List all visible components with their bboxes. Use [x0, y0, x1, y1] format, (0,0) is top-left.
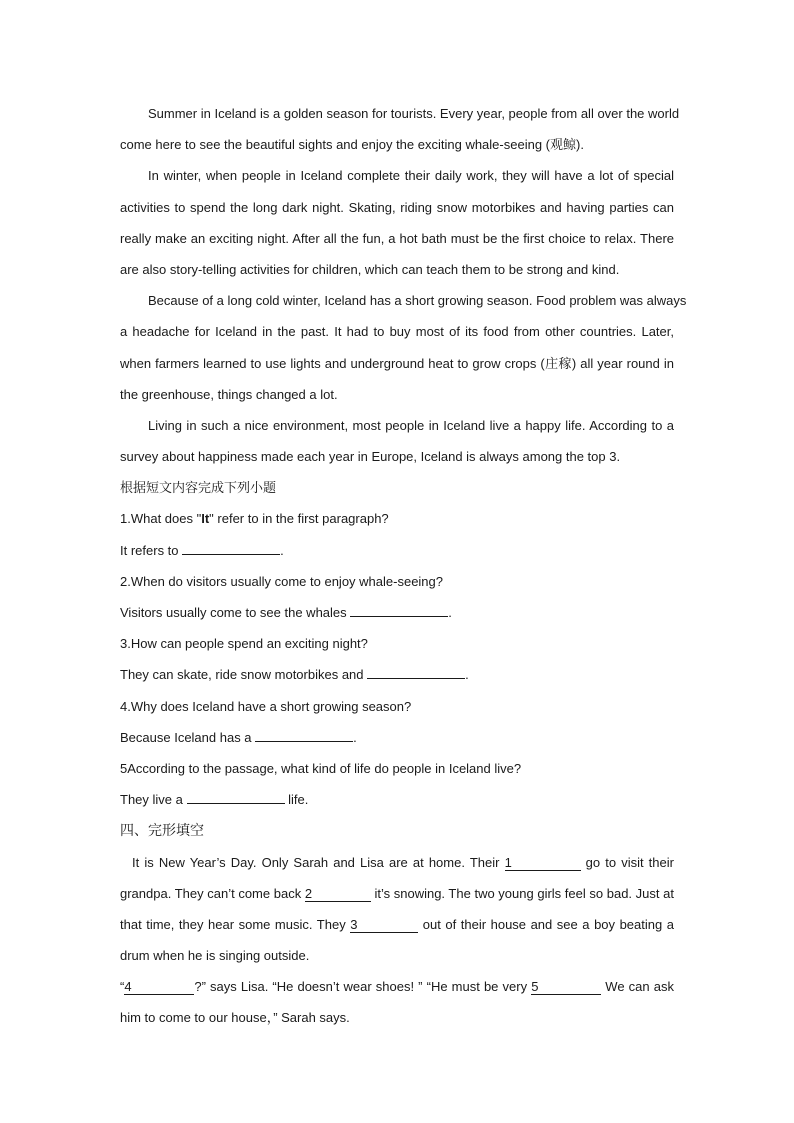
answer-3-prefix: They can skate, ride snow motorbikes and [120, 667, 364, 683]
passage-line: the greenhouse, things changed a lot. [120, 386, 338, 402]
answer-2-suffix: . [448, 605, 452, 620]
cloze-text: grandpa. They can’t come back [120, 885, 302, 901]
question-4: 4.Why does Iceland have a short growing season? [120, 698, 412, 714]
passage-line: survey about happiness made each year in Europe, Iceland is always among the top 3. [120, 449, 621, 465]
cloze-blank-1[interactable]: 1 [505, 855, 581, 871]
passage-line: really make an exciting night. After all the fun, a hot bath must be the first choice to relax. There [120, 230, 674, 246]
cloze-blank-4[interactable]: 4 [124, 979, 194, 995]
passage-line: come here to see the beautiful sights and enjoy the exciting whale-seeing (观鲸). [120, 137, 584, 153]
answer-1-blank[interactable] [182, 539, 280, 555]
passage-line: Summer in Iceland is a golden season for tourists. Every year, people from all over the world [148, 106, 680, 121]
cloze-text: go to visit their [585, 854, 674, 870]
answer-5-suffix: life. [288, 792, 309, 808]
cloze-text: “ [120, 979, 125, 995]
question-1 [120, 503, 674, 534]
answer-1-prefix: It refers to [120, 542, 179, 558]
answer-5-blank[interactable] [187, 788, 285, 804]
passage-line: In winter, when people in Iceland complete their daily work, they will have a lot of special [148, 168, 674, 184]
cloze-text: out of their house and see a boy beating a [422, 916, 674, 932]
cloze-line [120, 971, 674, 1002]
cloze-text: that time, they hear some music. They [120, 916, 346, 932]
passage-line: a headache for Iceland in the past. It had to buy most of its food from other countries. Later, [120, 324, 674, 340]
task-instruction: 根据短文内容完成下列小题 [120, 480, 277, 496]
answer-3 [120, 659, 674, 690]
cloze-text: It is New Year’s Day. Only Sarah and Lisa are at home. Their [132, 854, 500, 870]
cloze-line [120, 878, 674, 909]
passage-line: Living in such a nice environment, most people in Iceland live a happy life. According to a [148, 417, 674, 433]
answer-4-suffix: . [353, 729, 357, 745]
question-1-text-end: " refer to in the first paragraph? [209, 511, 389, 527]
answer-3-blank[interactable] [367, 663, 465, 679]
answer-3-suffix: . [465, 667, 469, 683]
cloze-blank-2[interactable]: 2 [305, 886, 371, 902]
cloze-text: it’s snowing. The two young girls feel so bad. Just at [374, 885, 674, 901]
answer-4-prefix: Because Iceland has a [120, 729, 252, 745]
cloze-blank-5[interactable]: 5 [531, 979, 601, 995]
question-3: 3.How can people spend an exciting night? [120, 636, 368, 652]
cloze-line: him to come to our house，” Sarah says. [120, 1010, 350, 1026]
question-1-keyword: It [201, 511, 210, 527]
question-1-text: 1.What does " [120, 511, 202, 527]
cloze-line [120, 909, 674, 940]
answer-2-prefix: Visitors usually come to see the whales [120, 605, 347, 620]
document-page [120, 98, 687, 1034]
passage-line: are also story-telling activities for children, which can teach them to be strong and kind. [120, 261, 620, 277]
cloze-text: ?” says Lisa. “He doesn’t wear shoes! ” “He must be very [194, 979, 528, 995]
answer-1 [120, 535, 674, 566]
question-5: 5According to the passage, what kind of life do people in Iceland live? [120, 760, 522, 776]
passage-line: Because of a long cold winter, Iceland has a short growing season. Food problem was always [148, 293, 687, 309]
answer-1-suffix: . [280, 542, 284, 558]
passage-line: when farmers learned to use lights and underground heat to grow crops (庄稼) all year round in [120, 355, 674, 371]
answer-5 [120, 784, 674, 815]
cloze-line: drum when he is singing outside. [120, 948, 310, 964]
cloze-text: We can ask [605, 979, 674, 995]
question-2: 2.When do visitors usually come to enjoy whale-seeing? [120, 573, 444, 589]
answer-4 [120, 722, 674, 753]
cloze-line [120, 847, 674, 878]
answer-2-blank[interactable] [350, 601, 448, 617]
answer-5-prefix: They live a [120, 792, 183, 808]
answer-4-blank[interactable] [255, 726, 353, 742]
section-title: 四、完形填空 [120, 822, 204, 839]
answer-2 [120, 597, 674, 628]
cloze-blank-3[interactable]: 3 [350, 917, 418, 933]
passage-line: activities to spend the long dark night. Skating, riding snow motorbikes and having parties can [120, 199, 674, 215]
